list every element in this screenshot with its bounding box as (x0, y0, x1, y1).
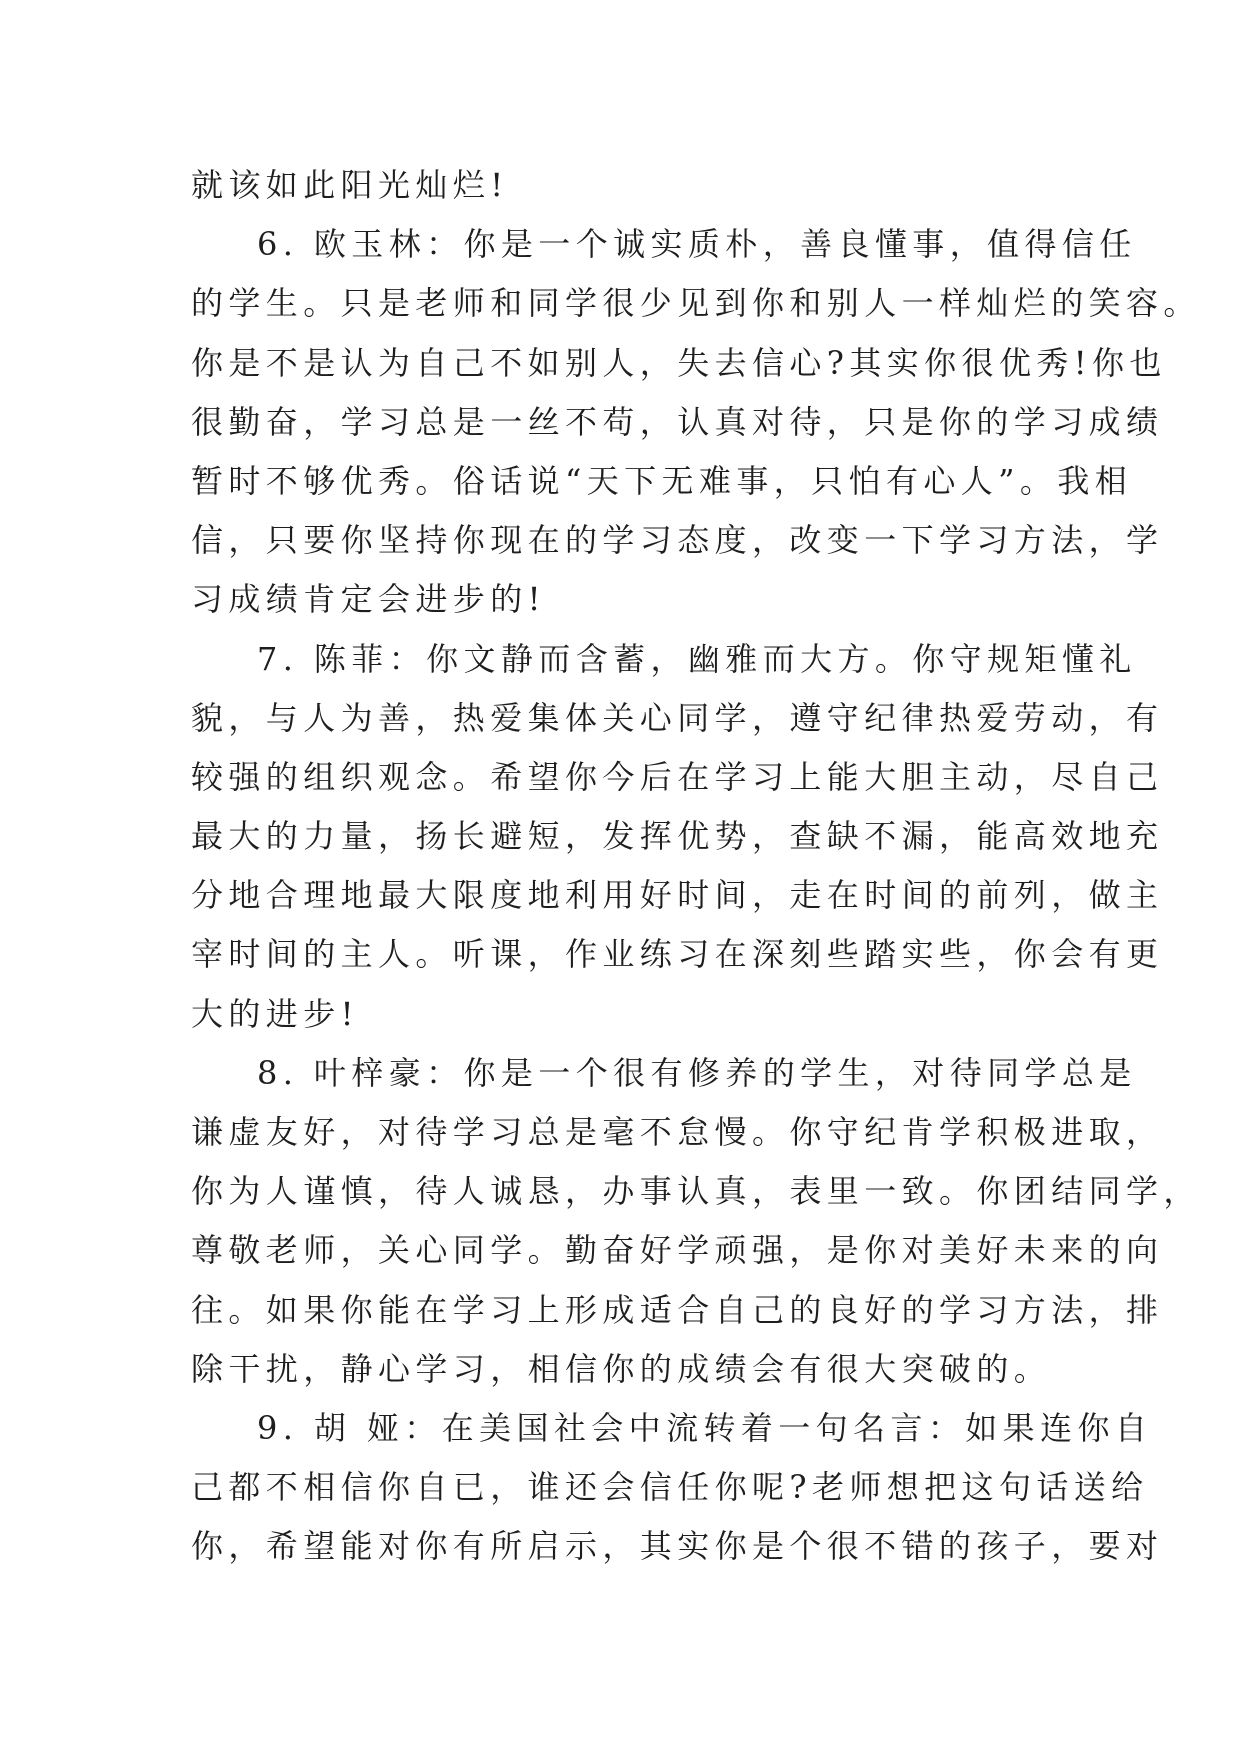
text-line: 习成绩肯定会进步的! (191, 580, 546, 619)
text-line: 就该如此阳光灿烂! (191, 166, 509, 204)
text-line: 暂时不够优秀。俗话说“天下无难事，只怕有心人”。我相 (191, 461, 1133, 500)
text-line: 信，只要你坚持你现在的学习态度，改变一下学习方法，学 (191, 521, 1164, 560)
text-line: 6. 欧玉林：你是一个诚实质朴，善良懂事，值得信任 (257, 225, 1137, 264)
text-line: 7. 陈菲：你文静而含蓄，幽雅而大方。你守规矩懂礼 (257, 639, 1137, 678)
text-line: 你，希望能对你有所启示，其实你是个很不错的孩子，要对 (191, 1527, 1164, 1566)
text-line: 9. 胡 娅：在美国社会中流转着一句名言：如果连你自 (257, 1408, 1153, 1447)
document-body (191, 156, 1201, 1577)
text-line: 8. 叶梓豪：你是一个很有修养的学生，对待同学总是 (257, 1053, 1137, 1092)
text-line: 除干扰，静心学习，相信你的成绩会有很大突破的。 (191, 1349, 1052, 1388)
text-line: 大的进步! (191, 994, 359, 1033)
text-line: 较强的组织观念。希望你今后在学习上能大胆主动，尽自己 (191, 757, 1164, 796)
text-line: 谦虚友好，对待学习总是毫不怠慢。你守纪肯学积极进取， (191, 1113, 1164, 1151)
text-line: 最大的力量，扬长避短，发挥优势，查缺不漏，能高效地充 (191, 817, 1164, 856)
text-line: 宰时间的主人。听课，作业练习在深刻些踏实些，你会有更 (191, 935, 1164, 974)
text-line: 的学生。只是老师和同学很少见到你和别人一样灿烂的笑容。 (191, 284, 1201, 323)
text-line: 尊敬老师，关心同学。勤奋好学顽强，是你对美好未来的向 (191, 1231, 1164, 1270)
text-line: 貌，与人为善，热爱集体关心同学，遵守纪律热爱劳动，有 (191, 698, 1164, 737)
text-line: 往。如果你能在学习上形成适合自己的良好的学习方法，排 (191, 1290, 1164, 1329)
text-line: 分地合理地最大限度地利用好时间，走在时间的前列，做主 (191, 876, 1164, 915)
text-line: 己都不相信你自已，谁还会信任你呢?老师想把这句话送给 (191, 1468, 1149, 1507)
text-line: 你为人谨慎，待人诚恳，办事认真，表里一致。你团结同学， (191, 1172, 1201, 1211)
text-line: 很勤奋，学习总是一丝不苟，认真对待，只是你的学习成绩 (191, 402, 1164, 441)
text-line: 你是不是认为自己不如别人，失去信心?其实你很优秀!你也 (191, 343, 1167, 382)
